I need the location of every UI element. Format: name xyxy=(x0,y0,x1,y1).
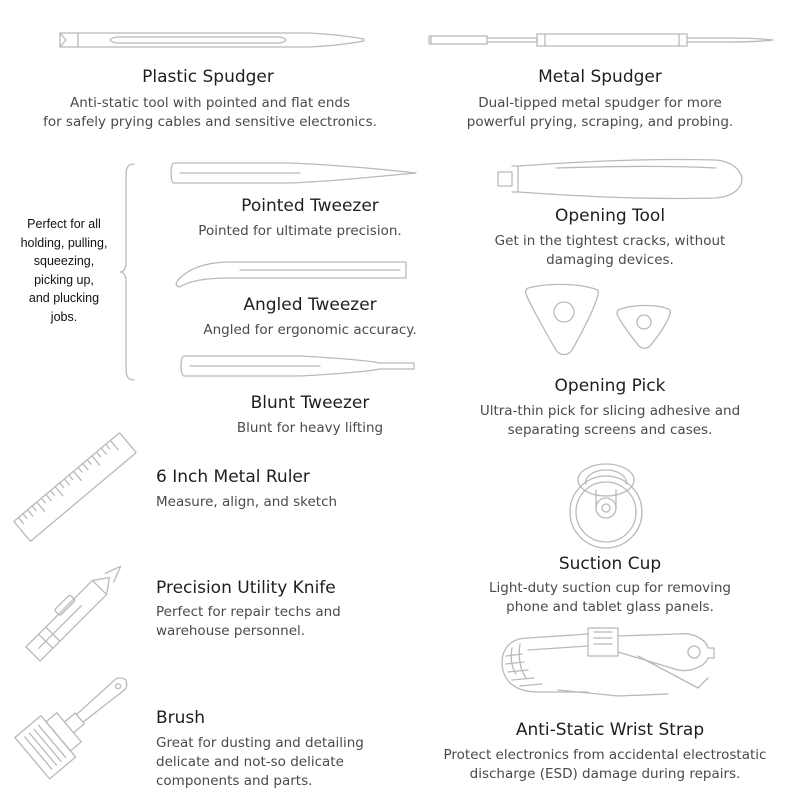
suction-cup-desc: Light-duty suction cup for removing phone and tablet glass panels. xyxy=(489,580,731,615)
ruler-icon xyxy=(18,432,133,542)
plastic-spudger-icon xyxy=(58,28,368,52)
suction-cup-icon xyxy=(556,450,656,550)
angled-tweezer-title: Angled Tweezer xyxy=(243,295,377,315)
metal-ruler-title: 6 Inch Metal Ruler xyxy=(156,467,310,487)
plastic-spudger-title: Plastic Spudger xyxy=(142,67,274,87)
wrist-strap-icon xyxy=(498,608,728,700)
blunt-tweezer-title: Blunt Tweezer xyxy=(250,393,370,413)
opening-tool-desc: Get in the tightest cracks, without damaging devices. xyxy=(494,233,726,268)
opening-pick-title: Opening Pick xyxy=(554,376,666,396)
metal-spudger-desc: Dual-tipped metal spudger for more powerful prying, scraping, and probing. xyxy=(466,95,734,130)
pointed-tweezer-title: Pointed Tweezer xyxy=(241,196,379,216)
brush-desc: Great for dusting and detailing delicate and not-so delicate components and parts. xyxy=(156,735,364,789)
plastic-spudger-desc: Anti-static tool with pointed and flat ends for safely prying cables and sensitive electronics. xyxy=(43,95,377,130)
angled-tweezer-icon xyxy=(170,254,410,290)
opening-pick-icon xyxy=(522,282,692,362)
blunt-tweezer-icon xyxy=(180,354,420,378)
wrist-strap-title: Anti-Static Wrist Strap xyxy=(515,720,705,740)
pointed-tweezer-desc: Pointed for ultimate precision. xyxy=(198,223,402,239)
suction-cup-title: Suction Cup xyxy=(558,554,662,574)
utility-knife-title: Precision Utility Knife xyxy=(156,578,336,598)
metal-ruler-desc: Measure, align, and sketch xyxy=(156,494,338,510)
utility-knife-desc: Perfect for repair techs and warehouse personnel. xyxy=(156,604,341,639)
utility-knife-icon xyxy=(22,558,137,658)
brush-icon xyxy=(22,662,137,777)
metal-spudger-icon xyxy=(427,28,777,52)
metal-spudger-title: Metal Spudger xyxy=(538,67,662,87)
blunt-tweezer-desc: Blunt for heavy lifting xyxy=(236,420,384,436)
pointed-tweezer-icon xyxy=(170,160,420,186)
angled-tweezer-desc: Angled for ergonomic accuracy. xyxy=(203,322,417,338)
opening-tool-title: Opening Tool xyxy=(554,206,666,226)
opening-tool-icon xyxy=(496,156,746,202)
opening-pick-desc: Ultra-thin pick for slicing adhesive and separating screens and cases. xyxy=(479,403,741,438)
wrist-strap-desc: Protect electronics from accidental electrostatic discharge (ESD) damage during repairs. xyxy=(443,747,767,782)
group-note: Perfect for all holding, pulling, squeezing, picking up, and plucking jobs. xyxy=(20,217,108,324)
brush-title: Brush xyxy=(156,708,206,728)
group-bracket-icon xyxy=(118,162,138,382)
